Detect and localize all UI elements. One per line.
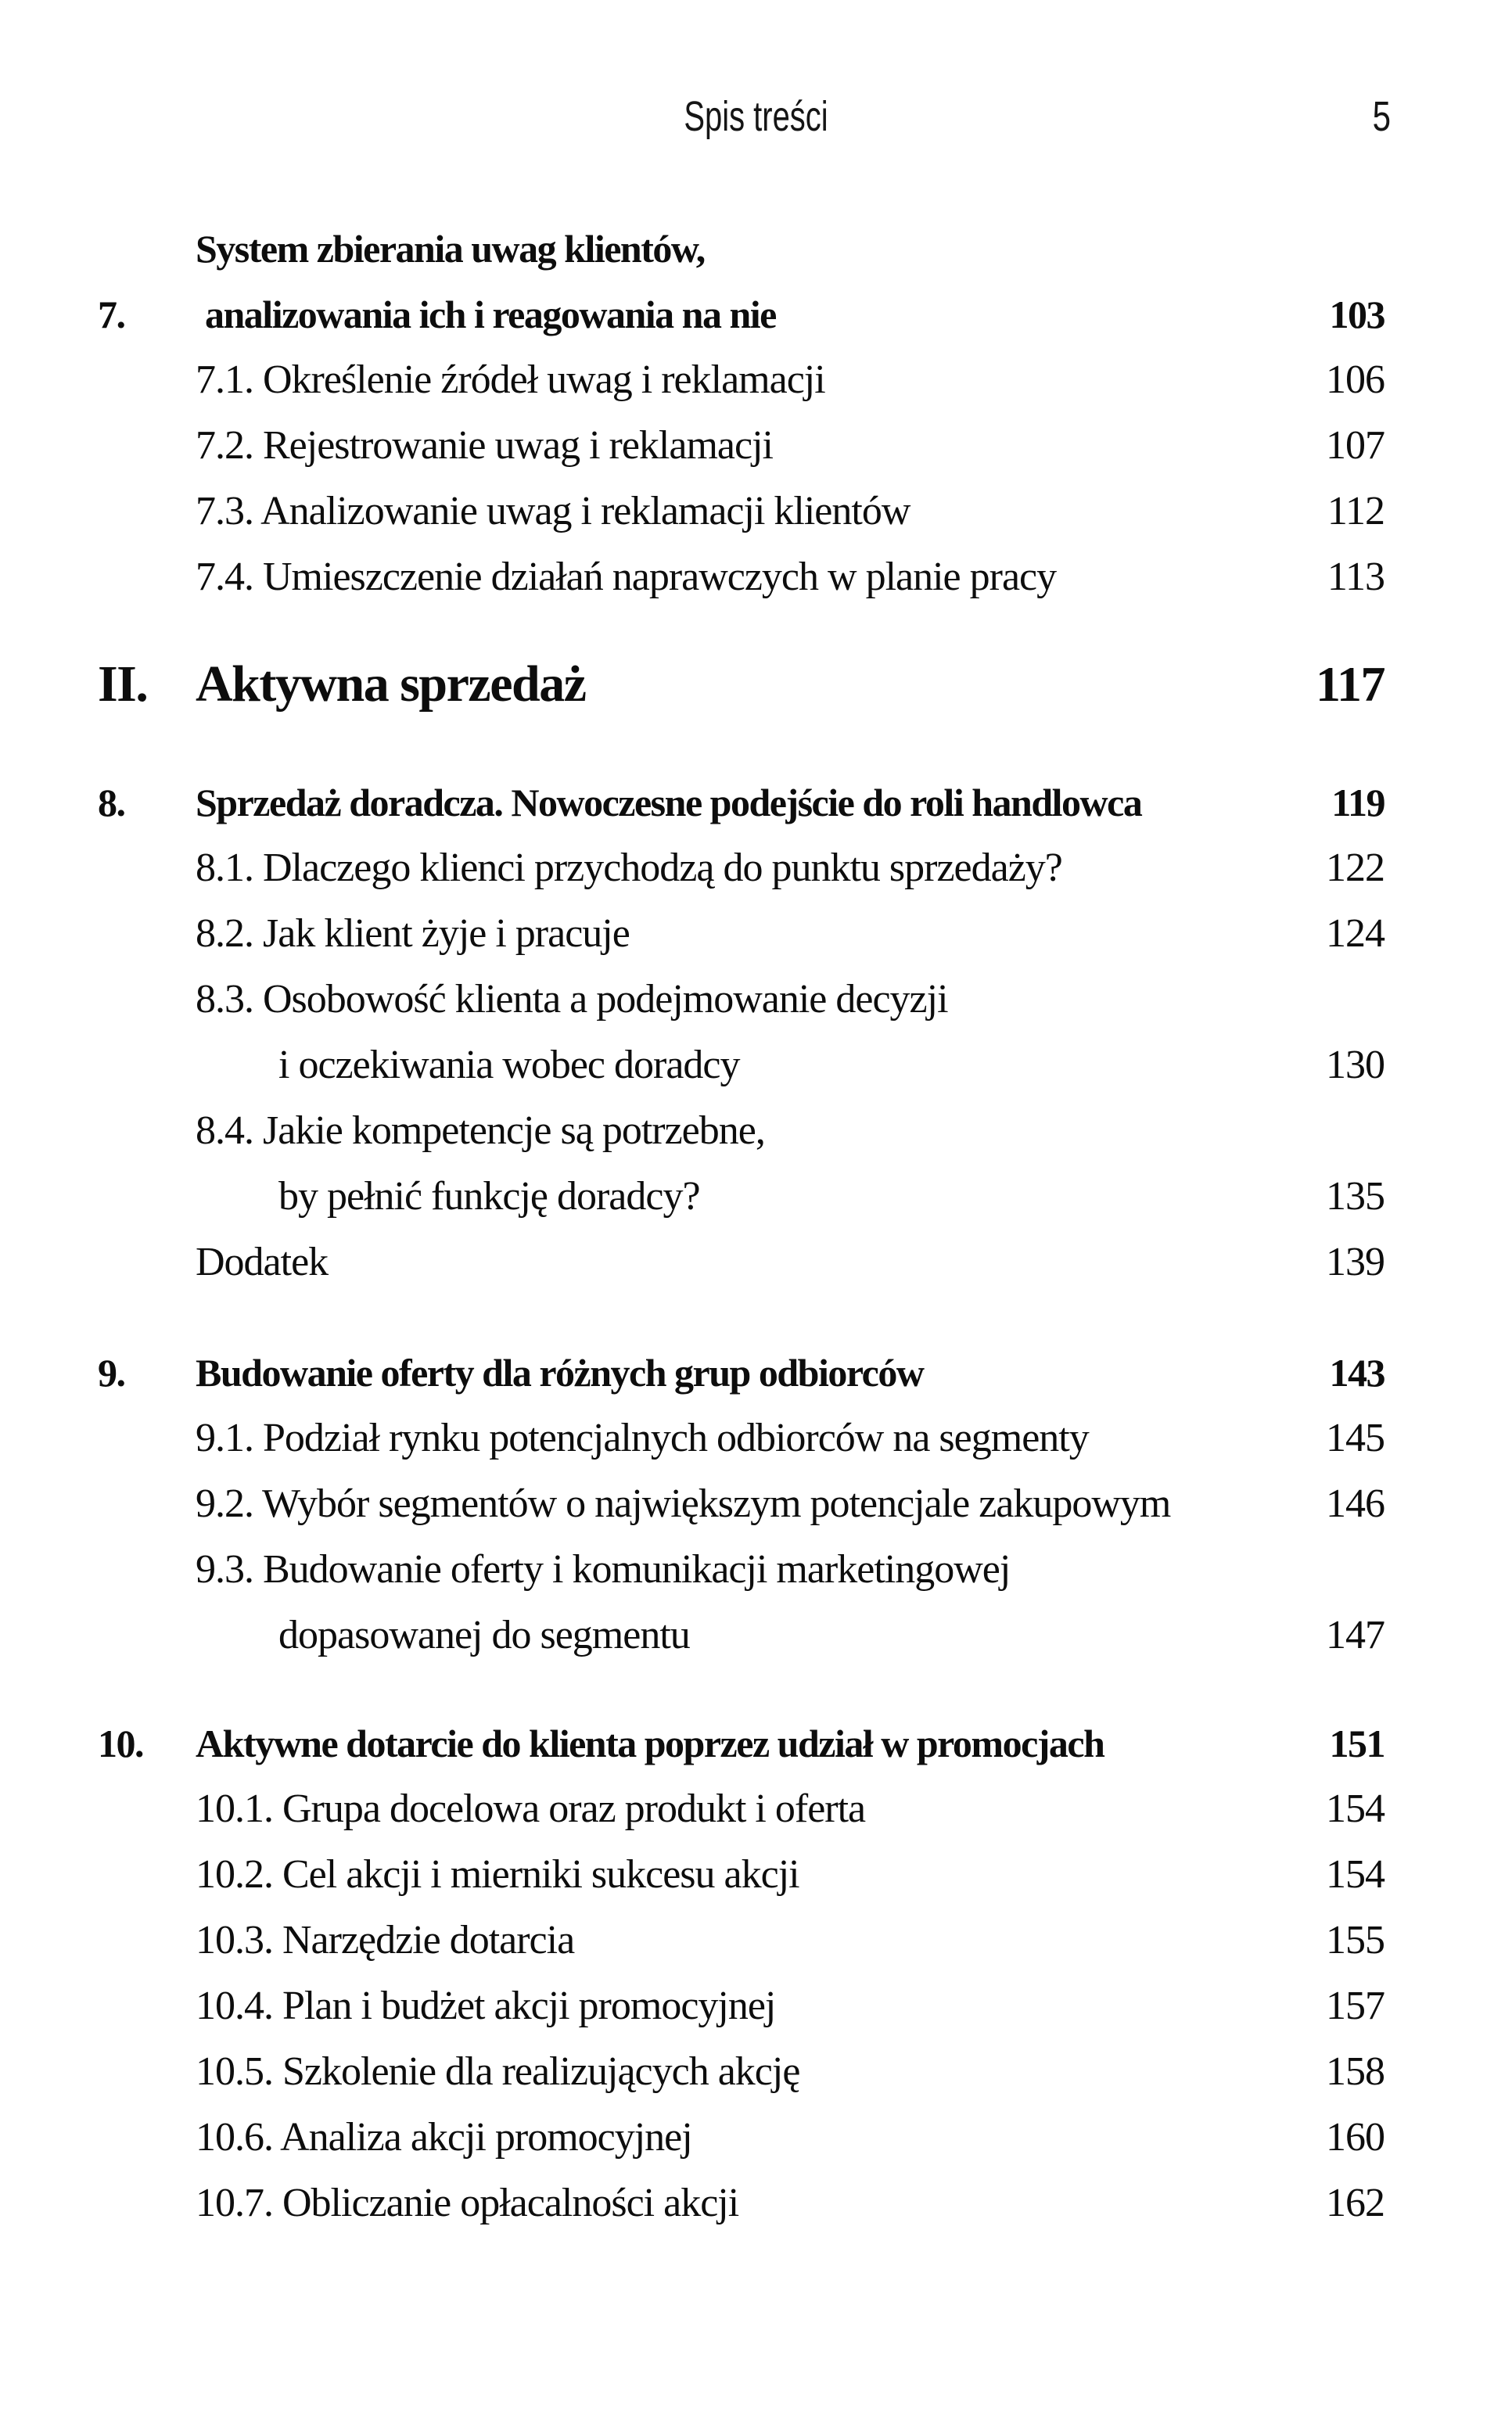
chapter-number: 10. — [98, 1722, 143, 1765]
entry-title-line: 7.3. Analizowanie uwag i reklamacji klientów — [196, 489, 910, 533]
part-title: Aktywna sprzedaż — [196, 655, 586, 713]
page-ref: 119 — [1331, 781, 1385, 824]
toc-entry-part-2 — [98, 648, 1385, 720]
toc-entry-10-2 — [98, 1842, 1385, 1908]
entry-title-line: 10.6. Analiza akcji promocyjnej — [196, 2115, 692, 2160]
page-ref: 143 — [1329, 1351, 1385, 1395]
toc-entry-10-4 — [98, 1973, 1385, 2039]
entry-title-line: 10.2. Cel akcji i mierniki sukcesu akcji — [196, 1852, 799, 1897]
entry-title-line: 8.2. Jak klient żyje i pracuje — [196, 911, 630, 956]
page-ref: 107 — [1326, 423, 1385, 468]
entry-title-line: System zbierania uwag klientów, — [196, 227, 705, 271]
toc-entry-9-1 — [98, 1406, 1385, 1471]
page-ref: 154 — [1326, 1786, 1385, 1831]
page-ref: 124 — [1326, 911, 1385, 956]
entry-title-line: Aktywne dotarcie do klienta poprzez udział w promocjach — [196, 1722, 1104, 1765]
chapter-number: 9. — [98, 1351, 125, 1395]
toc-entry-9-2 — [98, 1471, 1385, 1537]
toc-entry-7-2 — [98, 413, 1385, 479]
entry-title-line: 7.4. Umieszczenie działań naprawczych w planie pracy — [196, 555, 1057, 599]
entry-title-line: 10.4. Plan i budżet akcji promocyjnej — [196, 1984, 776, 2028]
entry-title-line: 8.3. Osobowość klienta a podejmowanie decyzji — [196, 977, 948, 1022]
chapter-number: 7. — [98, 293, 125, 336]
entry-title-line: 10.3. Narzędzie dotarcia — [196, 1918, 575, 1962]
entry-title-line: 7.1. Określenie źródeł uwag i reklamacji — [196, 357, 825, 402]
toc-entry-chapter-10 — [98, 1711, 1385, 1776]
chapter-number: 8. — [98, 781, 125, 824]
toc-entry-10-5 — [98, 2039, 1385, 2105]
toc-entry-dodatek — [98, 1230, 1385, 1295]
entry-title-line: 7.2. Rejestrowanie uwag i reklamacji — [196, 423, 773, 468]
page-ref: 160 — [1326, 2115, 1385, 2160]
page-ref: 157 — [1326, 1984, 1385, 2028]
toc-entry-10-3 — [98, 1908, 1385, 1973]
page-ref: 135 — [1326, 1174, 1385, 1219]
page-ref: 122 — [1326, 846, 1385, 890]
toc-entry-10-1 — [98, 1776, 1385, 1842]
page-number: 5 — [1372, 93, 1391, 140]
part-number: II. — [98, 655, 148, 713]
entry-title-line: 9.3. Budowanie oferty i komunikacji marketingowej — [196, 1547, 1011, 1592]
page-ref: 158 — [1326, 2049, 1385, 2094]
page-ref: 106 — [1326, 357, 1385, 402]
page-ref: 147 — [1326, 1613, 1385, 1657]
page-ref: 117 — [1316, 656, 1385, 712]
entry-title-line: i oczekiwania wobec doradcy — [278, 1043, 740, 1087]
page-header-title: Spis treści — [684, 93, 828, 140]
entry-title-line: Sprzedaż doradcza. Nowoczesne podejście do roli handlowca — [196, 781, 1142, 824]
entry-title-line: analizowania ich i reagowania na nie — [205, 293, 776, 336]
page-ref: 146 — [1326, 1481, 1385, 1526]
page-ref: 103 — [1329, 293, 1385, 336]
page-ref: 151 — [1329, 1722, 1385, 1765]
entry-title-line: by pełnić funkcję doradcy? — [278, 1174, 700, 1219]
toc-entry-7-3 — [98, 479, 1385, 544]
entry-title-line: dopasowanej do segmentu — [278, 1613, 690, 1657]
entry-title-line: 10.1. Grupa docelowa oraz produkt i oferta — [196, 1786, 866, 1831]
table-of-contents — [98, 216, 1385, 2236]
page-ref: 112 — [1327, 489, 1385, 533]
toc-entry-7-1 — [98, 347, 1385, 413]
entry-title-line: Budowanie oferty dla różnych grup odbiorców — [196, 1351, 924, 1395]
toc-entry-10-7 — [98, 2171, 1385, 2236]
entry-title-line: 8.4. Jakie kompetencje są potrzebne, — [196, 1108, 765, 1153]
toc-entry-8-2 — [98, 901, 1385, 967]
entry-title-line: 10.7. Obliczanie opłacalności akcji — [196, 2181, 739, 2225]
toc-entry-8-1 — [98, 835, 1385, 901]
toc-entry-10-6 — [98, 2105, 1385, 2171]
toc-entry-8-3 — [98, 967, 1385, 1098]
toc-entry-9-3 — [98, 1537, 1385, 1668]
page-ref: 154 — [1326, 1852, 1385, 1897]
entry-title-line: 8.1. Dlaczego klienci przychodzą do punktu sprzedaży? — [196, 846, 1062, 890]
entry-title-line: 9.1. Podział rynku potencjalnych odbiorców na segmenty — [196, 1416, 1089, 1460]
entry-title-line: 9.2. Wybór segmentów o największym potencjale zakupowym — [196, 1481, 1171, 1526]
entry-title-line: 10.5. Szkolenie dla realizujących akcję — [196, 2049, 800, 2094]
toc-entry-chapter-9 — [98, 1340, 1385, 1406]
page-ref: 145 — [1326, 1416, 1385, 1460]
toc-entry-7-4 — [98, 544, 1385, 610]
toc-entry-8-4 — [98, 1098, 1385, 1230]
page-ref: 162 — [1326, 2181, 1385, 2225]
page-ref: 113 — [1327, 555, 1385, 599]
running-header — [0, 92, 1512, 147]
page-ref: 139 — [1326, 1240, 1385, 1284]
page-ref: 130 — [1326, 1043, 1385, 1087]
entry-title-line: Dodatek — [196, 1240, 329, 1284]
toc-entry-chapter-8 — [98, 770, 1385, 835]
toc-entry-chapter-7 — [98, 216, 1385, 347]
page-ref: 155 — [1326, 1918, 1385, 1962]
